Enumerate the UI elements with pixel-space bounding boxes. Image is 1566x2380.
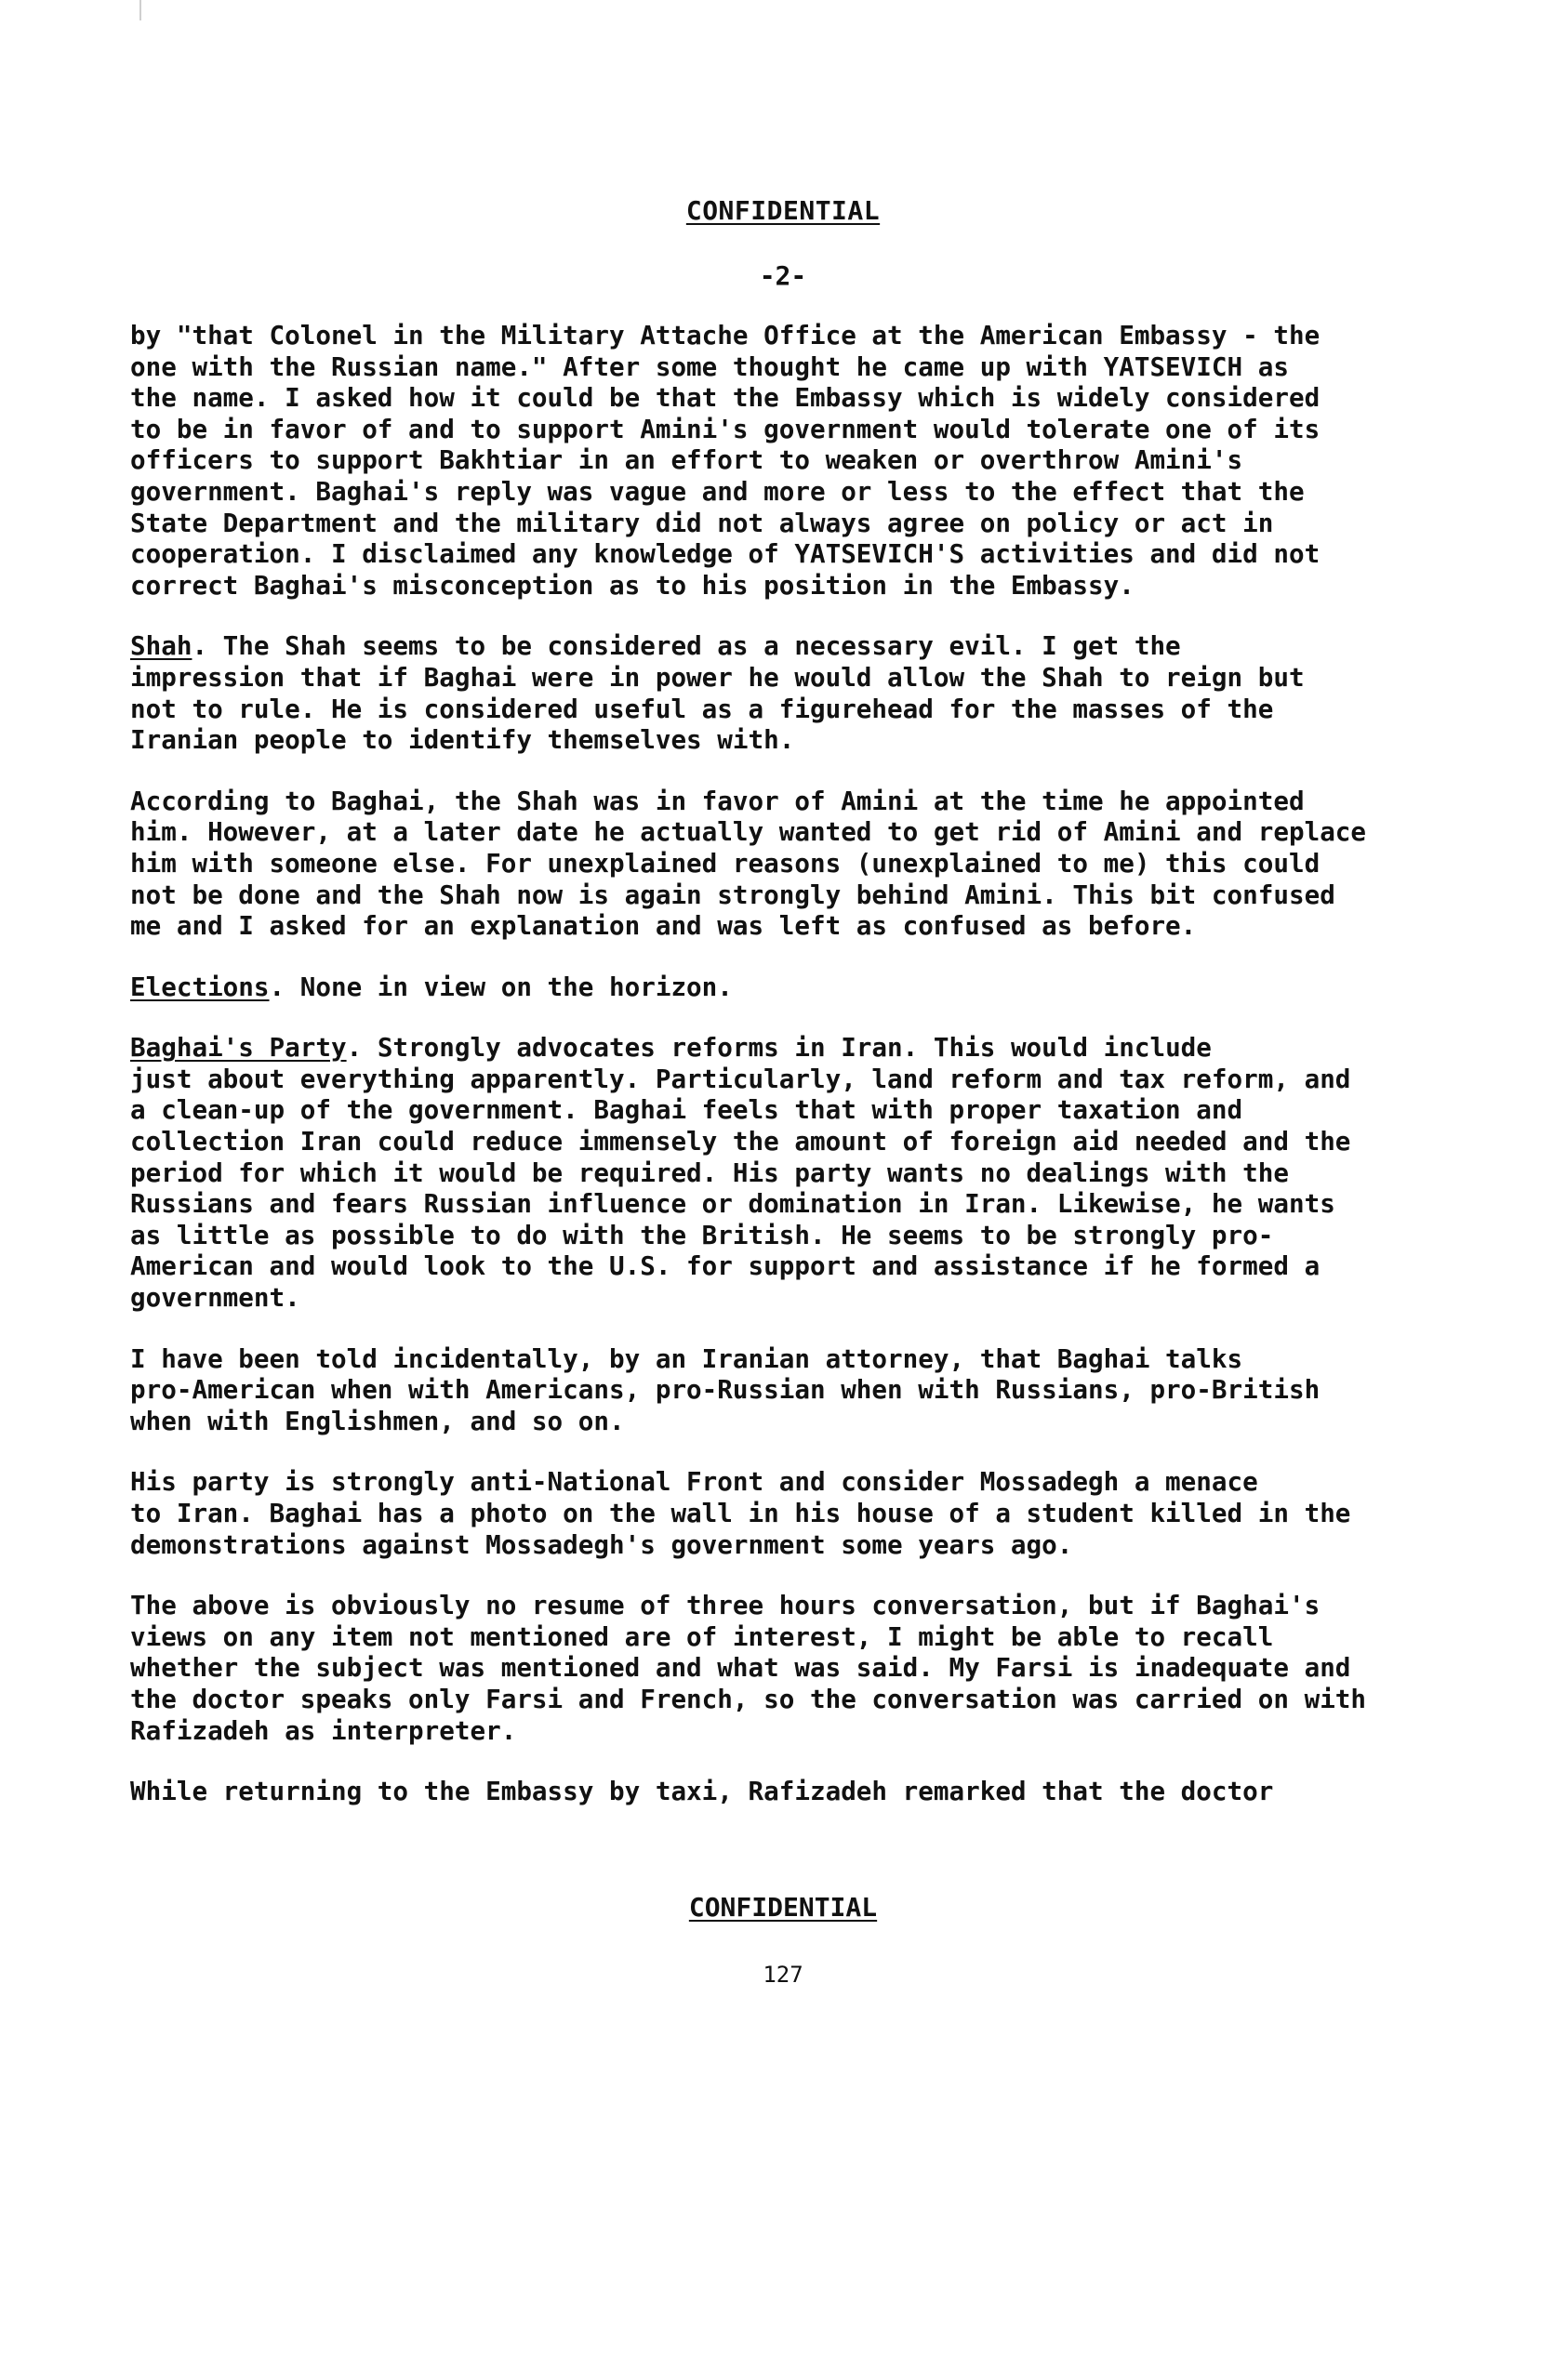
paragraph-elections-text: . None in view on the horizon.	[269, 971, 733, 1002]
document-body	[130, 320, 1432, 1837]
paragraph-9-text: While returning to the Embassy by taxi, Rafizadeh remarked that the doctor	[130, 1776, 1274, 1807]
paragraph-6	[130, 1343, 1432, 1437]
paragraph-party-text: . Strongly advocates reforms in Iran. This would include just about everything apparently. Particularly, land reform and tax reform, and a clean-up of the government. Baghai feels that with proper taxation and collection Iran could reduce immensely the amount of foreign aid needed and the period for which it would be required. His party wants no dealings with the Russians and fears Russian influence or domination in Iran. Likewise, he wants as little as possible to do with the British. He seems to be strongly pro- American and would look to the U.S. for support and assistance if he formed a government.	[130, 1032, 1351, 1314]
paragraph-6-text: I have been told incidentally, by an Iranian attorney, that Baghai talks pro-American when with Americans, pro-Russian when with Russians, pro-British when with Englishmen, and so on.	[130, 1342, 1320, 1436]
paragraph-shah-text: . The Shah seems to be considered as a necessary evil. I get the impression that if Baghai were in power he would allow the Shah to reign but not to rule. He is considered useful as a figurehead for the masses of the Iranian people to identify themselves with.	[130, 630, 1305, 756]
paragraph-elections	[130, 972, 1432, 1003]
paragraph-8-text: The above is obviously no resume of three hours conversation, but if Baghai's views on any item not mentioned are of interest, I might be able to recall whether the subject was mentioned and what was said. My Farsi is inadequate and the doctor speaks only Farsi and French, so the conversation was carried on with Rafizadeh as interpreter.	[130, 1590, 1367, 1746]
paragraph-party	[130, 1032, 1432, 1313]
paragraph-3-text: According to Baghai, the Shah was in favor of Amini at the time he appointed him. However, at a later date he actually wanted to get rid of Amini and replace him with someone else. For unexplained reasons (unexplained to me) this could not be done and the Shah now is again strongly behind Amini. This bit confused me and I asked for an explanation and was left as confused as before.	[130, 785, 1367, 942]
section-heading-party: Baghai's Party	[130, 1032, 347, 1064]
page-marker: -2-	[759, 260, 807, 291]
paragraph-1-text: by "that Colonel in the Military Attache Office at the American Embassy - the one with the Russian name." After some thought he came up with YATSEVICH as the name. I asked how it could be that the Embassy which is widely considered to be in favor of and to support Amini's government would tolerate one of its officers to support Bakhtiar in an effort to weaken or overthrow Amini's government. Baghai's reply was vague and more or less to the effect that the State Department and the military did not always agree on policy or act in cooperation. I disclaimed any knowledge of YATSEVICH'S activities and did not correct Baghai's misconception as to his position in the Embassy.	[130, 320, 1320, 601]
section-heading-elections: Elections	[130, 971, 270, 1002]
paragraph-9	[130, 1776, 1432, 1807]
paragraph-shah	[130, 630, 1432, 755]
section-heading-shah: Shah	[130, 630, 192, 662]
paragraph-3	[130, 786, 1432, 942]
paragraph-1	[130, 320, 1432, 601]
classification-footer: CONFIDENTIAL	[688, 1892, 878, 1923]
paragraph-7-text: His party is strongly anti-National Front and consider Mossadegh a menace to Iran. Baghai has a photo on the wall in his house of a student killed in the demonstrations against Mossadegh's government some years ago.	[130, 1466, 1351, 1560]
scan-margin-mark	[139, 0, 141, 20]
page-number: 127	[763, 1962, 803, 1988]
paragraph-7	[130, 1466, 1432, 1560]
paragraph-8	[130, 1590, 1432, 1746]
classification-header: CONFIDENTIAL	[685, 195, 881, 226]
